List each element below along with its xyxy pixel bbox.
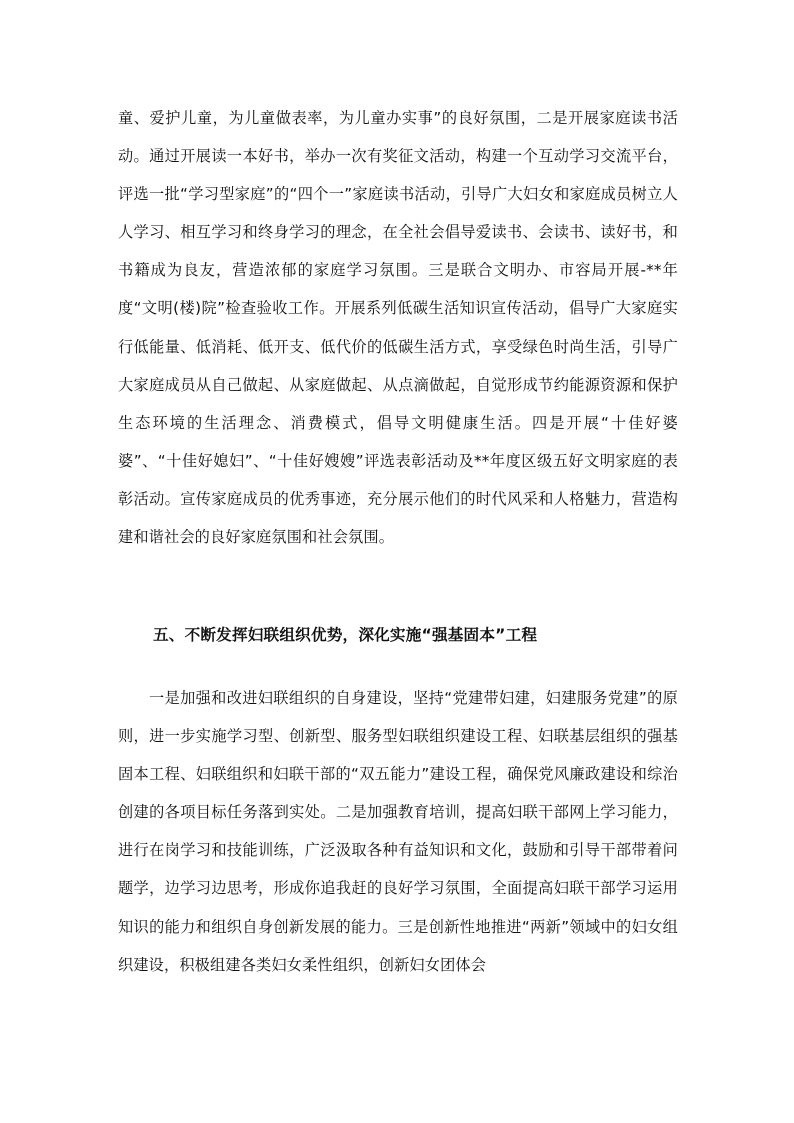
body-paragraph-continued: 童、爱护儿童，为儿童做表率，为儿童办实事”的良好氛围，二是开展家庭读书活动。通过开展读一本好书，举办一次有奖征文活动，构建一个互动学习交流平台，评选一批“学习型家庭”的“四个一”家庭读书活动，引导广大妇女和家庭成员树立人人学习、相互学习和终身学习的理念，在全社会倡导爱读书、会读书、读好书，和书籍成为良友，营造浓郁的家庭学习氛围。三是联合文明办、市容局开展-**年度“文明(楼)院”检查验收工作。开展系列低碳生活知识宣传活动，倡导广大家庭实行低能量、低消耗、低开支、低代价的低碳生活方式，享受绿色时尚生活，引导广大家庭成员从自己做起、从家庭做起、从点滴做起，自觉形成节约能源资源和保护生态环境的生活理念、消费模式，倡导文明健康生活。四是开展“十佳好婆婆”、“十佳好媳妇”、“十佳好嫂嫂”评选表彰活动及**年度区级五好文明家庭的表彰活动。宣传家庭成员的优秀事迹，充分展示他们的时代风采和人格魅力，营造构建和谐社会的良好家庭氛围和社会氛围。 (118, 109, 678, 547)
section-heading-5: 五、不断发挥妇联组织优势，深化实施“强基固本”工程 (153, 626, 538, 644)
body-paragraph-section-5: 一是加强和改进妇联组织的自身建设，坚持“党建带妇建，妇建服务党建”的原则，进一步实施学习型、创新型、服务型妇联组织建设工程、妇联基层组织的强基固本工程、妇联组织和妇联干部的“双五能力”建设工程，确保党风廉政建设和综治创建的各项目标任务落到实处。二是加强教育培训，提高妇联干部网上学习能力，进行在岗学习和技能训练，广泛汲取各种有益知识和文化，鼓励和引导干部带着问题学，边学习边思考，形成你追我赶的良好学习氛围，全面提高妇联干部学习运用知识的能力和组织自身创新发展的能力。三是创新性地推进“两新”领域中的妇女组织建设，积极组建各类妇女柔性组织，创新妇女团体会 (118, 689, 678, 974)
